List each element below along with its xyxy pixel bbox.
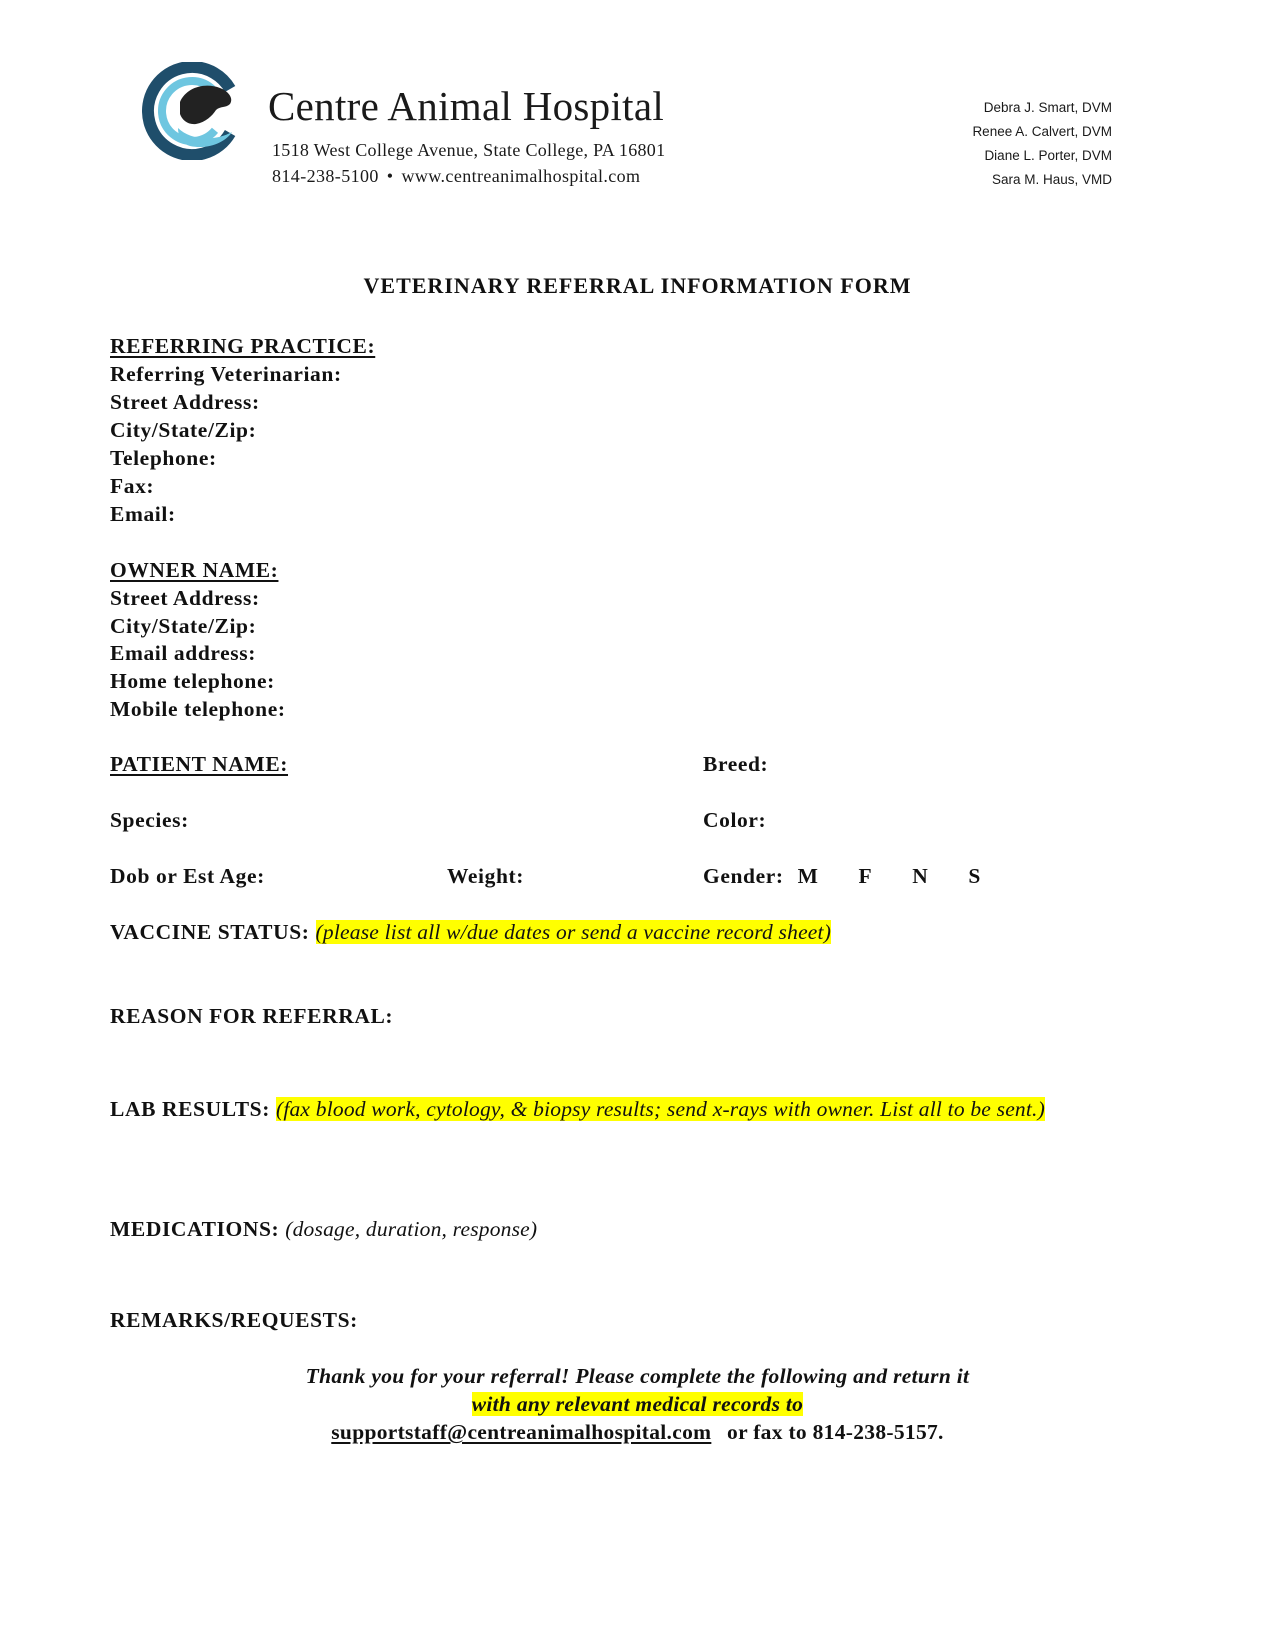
footer-contact-line	[0, 1420, 1275, 1445]
hospital-address: 1518 West College Avenue, State College, PA 16801	[272, 140, 666, 160]
field-weight: Weight:	[447, 864, 525, 888]
field-owner-email: Email address:	[110, 641, 256, 665]
lab-results-note: (fax blood work, cytology, & biopsy results; send x-rays with owner. List all to be sent.)	[275, 1097, 1045, 1121]
field-referring-fax: Fax:	[110, 474, 155, 498]
lab-results-label: LAB RESULTS:	[110, 1097, 270, 1121]
vaccine-status-note: (please list all w/due dates or send a vaccine record sheet)	[315, 920, 832, 944]
footer-thank-you: Thank you for your referral! Please complete the following and return it	[305, 1364, 970, 1388]
medications-label: MEDICATIONS:	[110, 1217, 280, 1241]
doctor-list	[972, 96, 1112, 192]
doctor-name: Sara M. Haus, VMD	[991, 172, 1112, 187]
support-email-link[interactable]: supportstaff@centreanimalhospital.com	[331, 1420, 712, 1444]
field-breed: Breed:	[703, 752, 769, 776]
hospital-website[interactable]: www.centreanimalhospital.com	[401, 166, 641, 186]
lab-results	[110, 1097, 1045, 1122]
gender-option-f[interactable]: F	[858, 864, 873, 888]
vaccine-status	[110, 920, 831, 945]
gender-option-n[interactable]: N	[912, 864, 929, 888]
field-color: Color:	[703, 808, 767, 832]
field-owner-street: Street Address:	[110, 586, 260, 610]
field-owner-home-phone: Home telephone:	[110, 669, 275, 693]
footer-fax-text: or fax to 814-238-5157.	[727, 1420, 944, 1444]
hospital-contact	[272, 166, 640, 187]
referring-practice-heading: REFERRING PRACTICE:	[110, 334, 376, 358]
gender-option-s[interactable]: S	[968, 864, 981, 888]
footer-records-line	[0, 1392, 1275, 1417]
footer-records-text: with any relevant medical records to	[471, 1392, 804, 1416]
separator-dot: •	[386, 166, 394, 186]
hospital-logo	[142, 62, 250, 160]
hospital-phone: 814-238-5100	[272, 166, 379, 186]
remarks-requests-label: REMARKS/REQUESTS:	[110, 1308, 358, 1332]
field-referring-email: Email:	[110, 502, 176, 526]
field-referring-telephone: Telephone:	[110, 446, 217, 470]
owner-name-heading: OWNER NAME:	[110, 558, 279, 582]
field-referring-city: City/State/Zip:	[110, 418, 257, 442]
field-owner-mobile-phone: Mobile telephone:	[110, 697, 286, 721]
field-species: Species:	[110, 808, 189, 832]
reason-for-referral-label: REASON FOR REFERRAL:	[110, 1004, 394, 1028]
field-owner-city: City/State/Zip:	[110, 614, 257, 638]
gender-option-m[interactable]: M	[797, 864, 819, 888]
doctor-name: Diane L. Porter, DVM	[984, 148, 1112, 163]
field-dob: Dob or Est Age:	[110, 864, 265, 888]
field-gender	[703, 864, 981, 889]
medications	[110, 1217, 537, 1242]
patient-name-heading: PATIENT NAME:	[110, 752, 289, 776]
field-referring-street: Street Address:	[110, 390, 260, 414]
gender-label: Gender:	[703, 864, 784, 888]
vaccine-status-label: VACCINE STATUS:	[110, 920, 310, 944]
medications-note: (dosage, duration, response)	[285, 1217, 538, 1241]
doctor-name: Renee A. Calvert, DVM	[972, 124, 1112, 139]
field-referring-veterinarian: Referring Veterinarian:	[110, 362, 342, 386]
doctor-name: Debra J. Smart, DVM	[983, 100, 1112, 115]
form-title: VETERINARY REFERRAL INFORMATION FORM	[363, 273, 912, 298]
hospital-name: Centre Animal Hospital	[268, 83, 665, 129]
